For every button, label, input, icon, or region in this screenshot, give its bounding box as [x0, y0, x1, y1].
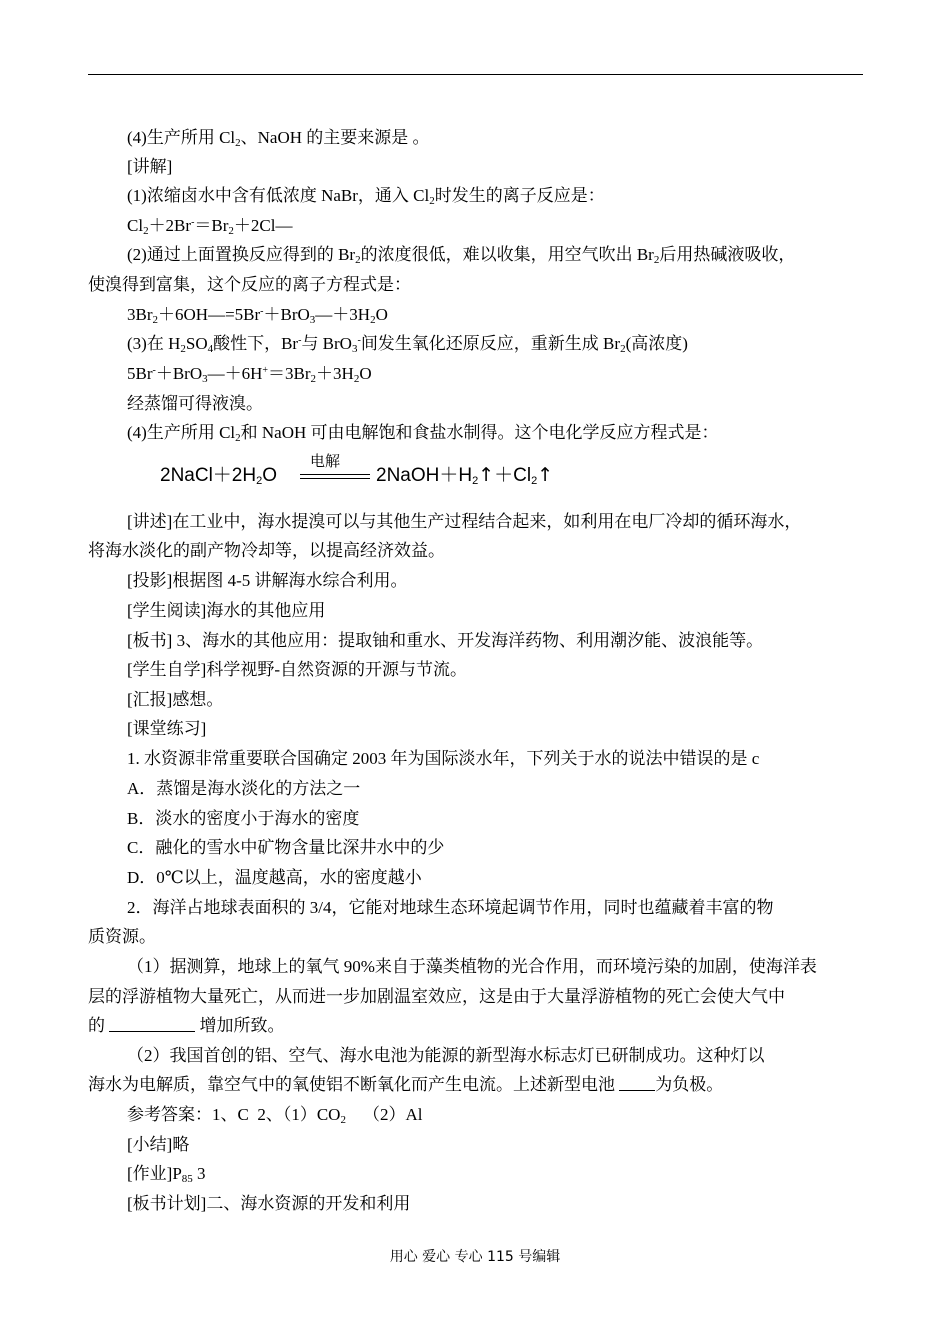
option-c: C．融化的雪水中矿物含量比深井水中的少	[127, 838, 445, 857]
text-line: (1)浓缩卤水中含有低浓度 NaBr，通入 $Cl_2$时发生的离子反应是：	[127, 186, 605, 207]
text-line: [投影]根据图 4-5 讲解海水综合利用。	[127, 571, 408, 590]
text-line: [板书计划]二、海水资源的开发和利用	[127, 1194, 411, 1213]
text-line: 质资源。	[88, 927, 156, 946]
text-line: （2）我国首创的铝、空气、海水电池为能源的新型海水标志灯已研制成功。这种灯以	[127, 1046, 765, 1065]
text-line: [小结]略	[127, 1135, 190, 1154]
text-line: 使溴得到富集，这个反应的离子方程式是：	[88, 275, 411, 294]
equation-double-line	[300, 474, 370, 479]
text-line: 将海水淡化的副产物冷却等，以提高经济效益。	[88, 541, 445, 560]
equation-line: $3Br_2+6OH—=5Br^-+BrO_3—+3H_2O$	[127, 305, 388, 326]
text-line: 的 增加所致。	[88, 1016, 285, 1035]
text-line: (2)通过上面置换反应得到的 $Br_2$的浓度很低，难以收集，用空气吹出 $Br_2$后用热碱液吸收，	[127, 245, 796, 266]
option-b: B．淡水的密度小于海水的密度	[127, 809, 360, 828]
text-line: (4)生产所用 $Cl_2$、NaOH 的主要来源是 。	[127, 128, 430, 149]
text-line: [课堂练习]	[127, 719, 207, 738]
text-line: [学生自学]科学视野-自然资源的开源与节流。	[127, 660, 467, 679]
answer-blank	[109, 1017, 195, 1032]
text-line: （1）据测算，地球上的氧气 90%来自于藻类植物的光合作用，而环境污染的加剧，使海洋表	[127, 957, 817, 976]
equation-left: $2NaCl+2H_2O$	[160, 465, 277, 487]
text-line: [板书] 3、海水的其他应用：提取铀和重水、开发海洋药物、利用潮汐能、波浪能等。	[127, 631, 764, 650]
text-line: [学生阅读]海水的其他应用	[127, 601, 326, 620]
text-line: [讲述]在工业中，海水提溴可以与其他生产过程结合起来，如利用在电厂冷却的循环海水，	[127, 512, 802, 531]
text-line: [汇报]感想。	[127, 690, 224, 709]
page-footer: 用心 爱心 专心 115 号编辑	[389, 1249, 561, 1265]
question-2: 2．海洋占地球表面积的 3/4，它能对地球生态环境起调节作用，同时也蕴藏着丰富的物	[127, 898, 774, 917]
question-1: 1. 水资源非常重要联合国确定 2003 年为国际淡水年，下列关于水的说法中错误的是 c	[127, 749, 760, 768]
option-d: D．0℃以上，温度越高，水的密度越小	[127, 868, 422, 887]
header-rule	[88, 74, 863, 75]
text-line: 层的浮游植物大量死亡，从而进一步加剧温室效应，这是由于大量浮游植物的死亡会使大气中	[88, 987, 785, 1006]
electrolysis-equation	[160, 452, 580, 490]
equation-right: $2NaOH+H_2↑+Cl_2↑$	[376, 464, 554, 487]
text-line: 经蒸馏可得液溴。	[127, 394, 263, 413]
equation-condition: 电解	[310, 452, 341, 470]
option-a: A．蒸馏是海水淡化的方法之一	[127, 779, 361, 798]
text-line: (4)生产所用 $Cl_2$和 NaOH 可由电解饱和食盐水制得。这个电化学反应方程式是：	[127, 423, 719, 444]
text-line: (3)在 $H_2SO_4$酸性下，Br-与 BrO$_3$-间发生氧化还原反应，重新生成 $Br_2$(高浓度)	[127, 334, 688, 355]
equation-line: $5Br^-+BrO_3—+6H^+=3Br_2+3H_2O$	[127, 364, 372, 385]
equation-line: $Cl_2+2Br^-=Br_2+2Cl—$	[127, 216, 293, 237]
answer-blank	[619, 1076, 655, 1091]
text-line: [作业]$P_{85}$ 3	[127, 1164, 206, 1185]
answer-key: 参考答案：1、C 2、$(1)CO_2$ （2）Al	[127, 1105, 423, 1126]
text-line: 海水为电解质，靠空气中的氧使铝不断氧化而产生电流。上述新型电池 为负极。	[88, 1075, 724, 1094]
text-line: [讲解]	[127, 157, 173, 176]
